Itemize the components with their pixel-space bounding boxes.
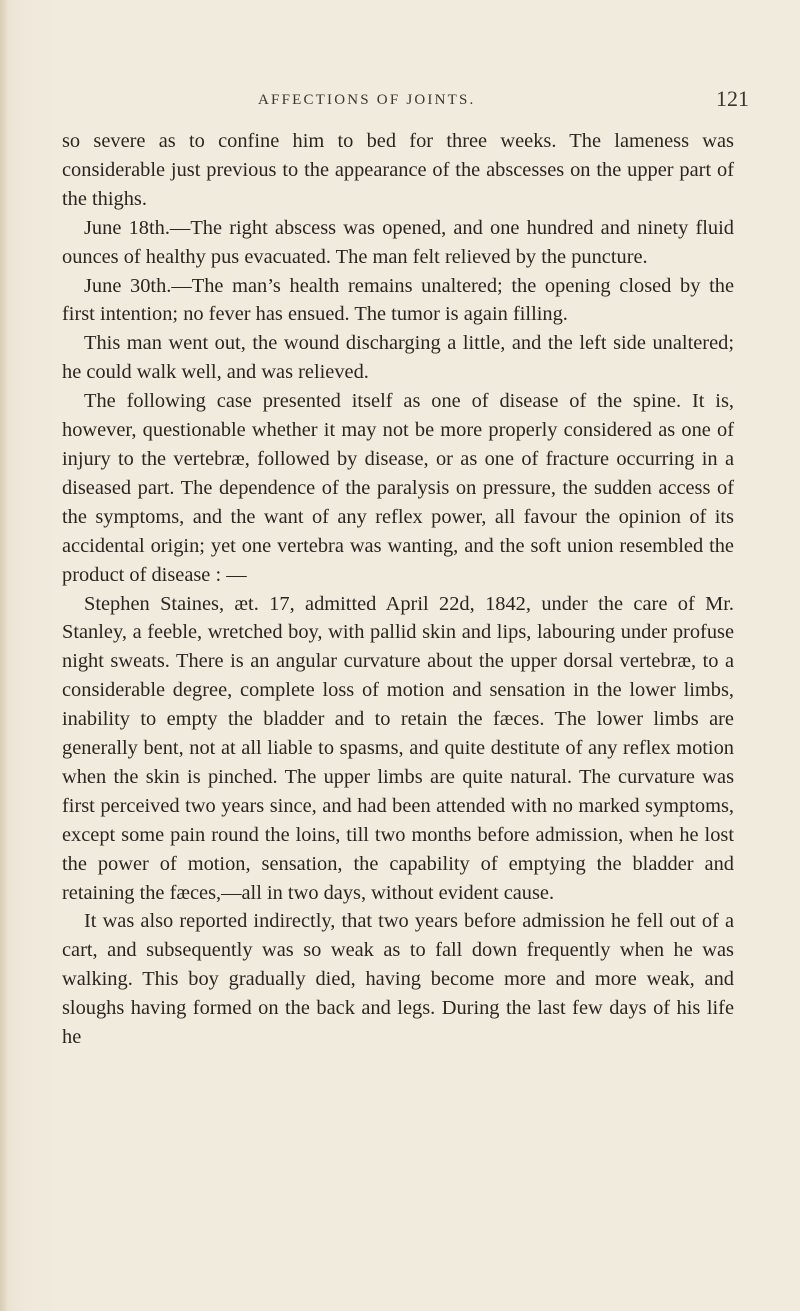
paragraph: This man went out, the wound discharging a little, and the left side unaltered; he could walk well, and was relieved. bbox=[62, 332, 734, 384]
page-number: 121 bbox=[716, 86, 749, 111]
body-text bbox=[62, 127, 734, 1052]
paragraph: Stephen Staines, æt. 17, admitted April 22d, 1842, under the care of Mr. Stanley, a feeble, wretched boy, with pallid skin and lips, labouring under profuse night sweats. There is an angular curvature about the upper dorsal vertebræ, to a considerable degree, complete loss of motion and sensation in the lower limbs, inability to empty the bladder and to retain the fæces. The lower limbs are generally bent, not at all liable to spasms, and quite destitute of any reflex motion when the skin is pinched. The upper limbs are quite natural. The curvature was first perceived two years since, and had been attended with no marked symptoms, except some pain round the loins, till two months before admission, when he lost the power of motion, sensation, the capability of emptying the bladder and retaining the fæces,—all in two days, without evident cause. bbox=[62, 592, 734, 904]
paragraph: It was also reported indirectly, that two years before admission he fell out of a cart, and subsequently was so weak as to fall down frequently when he was walking. This boy gradually died, having become more and more weak, and sloughs having formed on the back and legs. During the last few days of his life he bbox=[62, 910, 734, 1049]
paragraph: so severe as to confine him to bed for three weeks. The lameness was considerable just previous to the appearance of the abscesses on the upper part of the thighs. bbox=[62, 130, 734, 210]
page-gutter-shadow bbox=[0, 0, 8, 1311]
paragraph: June 30th.—The man’s health remains unaltered; the opening closed by the first intention; no fever has ensued. The tumor is again filling. bbox=[62, 274, 734, 326]
running-title: AFFECTIONS OF JOINTS. bbox=[258, 92, 476, 108]
paragraph: The following case presented itself as one of disease of the spine. It is, however, questionable whether it may not be more properly considered as one of injury to the vertebræ, followed by disease, or as one of fracture occurring in a diseased part. The dependence of the paralysis on pressure, the sudden access of the symptoms, and the want of any reflex power, all favour the opinion of its accidental origin; yet one vertebra was wanting, and the soft union resembled the product of disease : — bbox=[62, 390, 734, 586]
paragraph: June 18th.—The right abscess was opened, and one hundred and ninety fluid ounces of healthy pus evacuated. The man felt relieved by the puncture. bbox=[62, 216, 734, 268]
running-head bbox=[0, 86, 800, 116]
